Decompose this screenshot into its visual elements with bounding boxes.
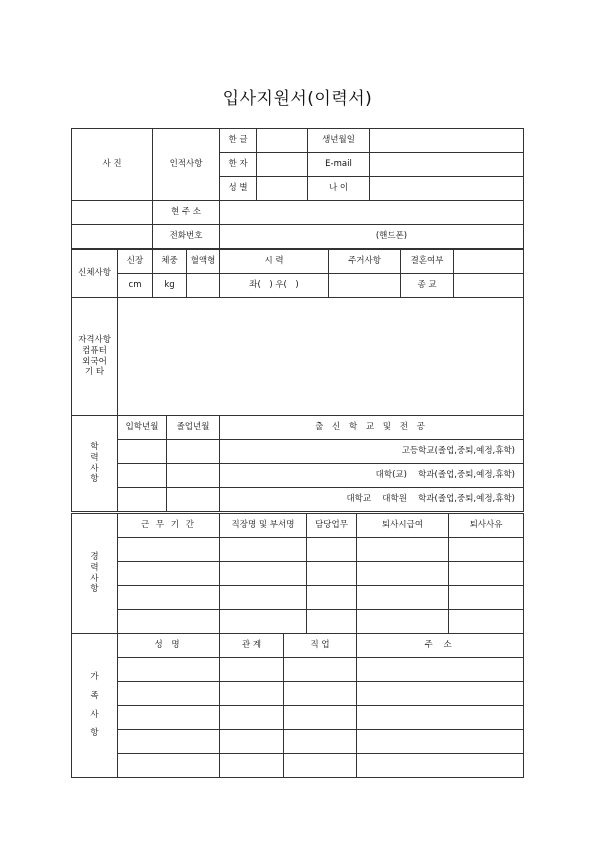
family-cell[interactable] [220, 754, 284, 778]
career-char-2: 력 [90, 562, 99, 573]
religion-field[interactable] [454, 274, 524, 298]
email-label: E-mail [308, 153, 370, 177]
entry-date-field[interactable] [118, 488, 167, 512]
grad-date-field[interactable] [167, 440, 220, 464]
edu-char-1: 학 [90, 442, 99, 453]
blood-type-field[interactable] [187, 274, 220, 298]
gender-field[interactable] [257, 177, 308, 201]
career-cell[interactable] [118, 538, 220, 562]
career-cell[interactable] [118, 562, 220, 586]
qual-line-computer: 컴퓨터 [82, 345, 107, 356]
grad-date-label: 졸업년월 [167, 416, 220, 440]
blood-type-label: 혈액형 [187, 250, 220, 274]
career-cell[interactable] [220, 610, 307, 634]
personal-info-table [71, 128, 524, 249]
family-char-3: 사 [90, 709, 99, 720]
photo-area[interactable] [72, 129, 153, 201]
career-cell[interactable] [220, 538, 307, 562]
career-cell[interactable] [307, 610, 357, 634]
religion-label: 종 교 [401, 274, 454, 298]
career-cell[interactable] [449, 538, 524, 562]
family-char-1: 가 [90, 672, 99, 683]
period-label: 근 무 기 간 [118, 514, 220, 538]
family-name-label: 성 명 [118, 634, 220, 658]
career-char-1: 경 [90, 552, 99, 563]
document-title: 입사지원서(이력서) [222, 89, 373, 109]
family-occupation-label: 직 업 [284, 634, 357, 658]
family-cell[interactable] [220, 658, 284, 682]
qualifications-label [72, 298, 118, 416]
photo-label: 사 진 [102, 159, 122, 170]
career-cell[interactable] [357, 538, 449, 562]
family-cell[interactable] [118, 730, 220, 754]
entry-date-field[interactable] [118, 464, 167, 488]
family-section-label [72, 634, 118, 778]
family-cell[interactable] [357, 682, 524, 706]
family-cell[interactable] [284, 730, 357, 754]
career-cell[interactable] [307, 562, 357, 586]
family-cell[interactable] [357, 754, 524, 778]
career-cell[interactable] [357, 610, 449, 634]
family-cell[interactable] [118, 754, 220, 778]
marital-field[interactable] [454, 250, 524, 274]
college-field[interactable]: 대학(교) 학과(졸업,중퇴,예정,휴학) [220, 464, 524, 488]
career-section-label [72, 514, 118, 634]
career-cell[interactable] [118, 610, 220, 634]
family-cell[interactable] [284, 754, 357, 778]
physical-table [71, 249, 524, 298]
salary-label: 퇴사시급여 [357, 514, 449, 538]
family-char-4: 항 [90, 728, 99, 739]
family-cell[interactable] [220, 682, 284, 706]
name-korean-label: 한 글 [220, 129, 257, 153]
career-cell[interactable] [449, 562, 524, 586]
residence-field[interactable] [329, 274, 401, 298]
high-school-field[interactable]: 고등학교(졸업,중퇴,예정,휴학) [220, 440, 524, 464]
phone-label: 전화번호 [153, 225, 220, 249]
family-cell[interactable] [284, 682, 357, 706]
entry-date-field[interactable] [118, 440, 167, 464]
family-cell[interactable] [220, 730, 284, 754]
education-table [71, 415, 524, 512]
qual-line-language: 외국어 [82, 356, 107, 367]
qualifications-field[interactable] [118, 298, 524, 416]
family-cell[interactable] [220, 706, 284, 730]
company-dept-label: 직장명 및 부서명 [220, 514, 307, 538]
name-hanja-label: 한 자 [220, 153, 257, 177]
career-cell[interactable] [357, 586, 449, 610]
career-cell[interactable] [220, 562, 307, 586]
career-cell[interactable] [220, 586, 307, 610]
family-table [71, 633, 524, 778]
family-cell[interactable] [118, 706, 220, 730]
grad-date-field[interactable] [167, 488, 220, 512]
career-cell[interactable] [449, 610, 524, 634]
entry-date-label: 입학년월 [118, 416, 167, 440]
family-cell[interactable] [284, 706, 357, 730]
birthdate-label: 생년월일 [308, 129, 370, 153]
birthdate-field[interactable] [370, 129, 524, 153]
address-label: 현 주 소 [153, 201, 220, 225]
marital-label: 결혼여부 [401, 250, 454, 274]
family-cell[interactable] [357, 706, 524, 730]
vision-label: 시 력 [220, 250, 329, 274]
career-cell[interactable] [357, 562, 449, 586]
career-table [71, 513, 524, 634]
education-section-label [72, 416, 118, 512]
university-field[interactable]: 대학교 대학원 학과(졸업,중퇴,예정,휴학) [220, 488, 524, 512]
name-hanja-field[interactable] [257, 153, 308, 177]
family-cell[interactable] [357, 658, 524, 682]
family-address-label: 주 소 [357, 634, 524, 658]
vision-field[interactable]: 좌( ) 우( ) [220, 274, 329, 298]
residence-label: 주거사항 [329, 250, 401, 274]
photo-area-bottom [72, 225, 153, 249]
edu-char-4: 항 [90, 474, 99, 485]
career-cell[interactable] [307, 586, 357, 610]
photo-area-lower [72, 201, 153, 225]
edu-char-2: 력 [90, 452, 99, 463]
mobile-label: (핸드폰) [375, 231, 408, 242]
duty-label: 담당업무 [307, 514, 357, 538]
height-label: 신장 [118, 250, 153, 274]
edu-char-3: 사 [90, 463, 99, 474]
qual-line-other: 기 타 [84, 367, 105, 378]
qualifications-table [71, 297, 524, 416]
career-char-3: 사 [90, 573, 99, 584]
email-field[interactable] [370, 153, 524, 177]
grad-date-field[interactable] [167, 464, 220, 488]
qual-line-certificates: 자격사항 [78, 335, 111, 346]
school-major-label: 출 신 학 교 및 전 공 [220, 416, 524, 440]
physical-section-label: 신체사항 [72, 250, 118, 298]
weight-label: 체중 [153, 250, 187, 274]
family-cell[interactable] [284, 658, 357, 682]
family-cell[interactable] [357, 730, 524, 754]
reason-label: 퇴사사유 [449, 514, 524, 538]
career-cell[interactable] [449, 586, 524, 610]
age-field[interactable] [370, 177, 524, 201]
age-label: 나 이 [308, 177, 370, 201]
career-cell[interactable] [307, 538, 357, 562]
family-cell[interactable] [118, 658, 220, 682]
gender-label: 성 별 [220, 177, 257, 201]
family-relation-label: 관 계 [220, 634, 284, 658]
family-cell[interactable] [118, 682, 220, 706]
name-korean-field[interactable] [257, 129, 308, 153]
height-field[interactable]: cm [118, 274, 153, 298]
phone-field[interactable] [220, 225, 524, 249]
career-cell[interactable] [118, 586, 220, 610]
family-char-2: 족 [90, 690, 99, 701]
weight-field[interactable]: kg [153, 274, 187, 298]
career-char-4: 항 [90, 584, 99, 595]
address-field[interactable] [220, 201, 524, 225]
personal-info-label: 인적사항 [153, 129, 220, 201]
